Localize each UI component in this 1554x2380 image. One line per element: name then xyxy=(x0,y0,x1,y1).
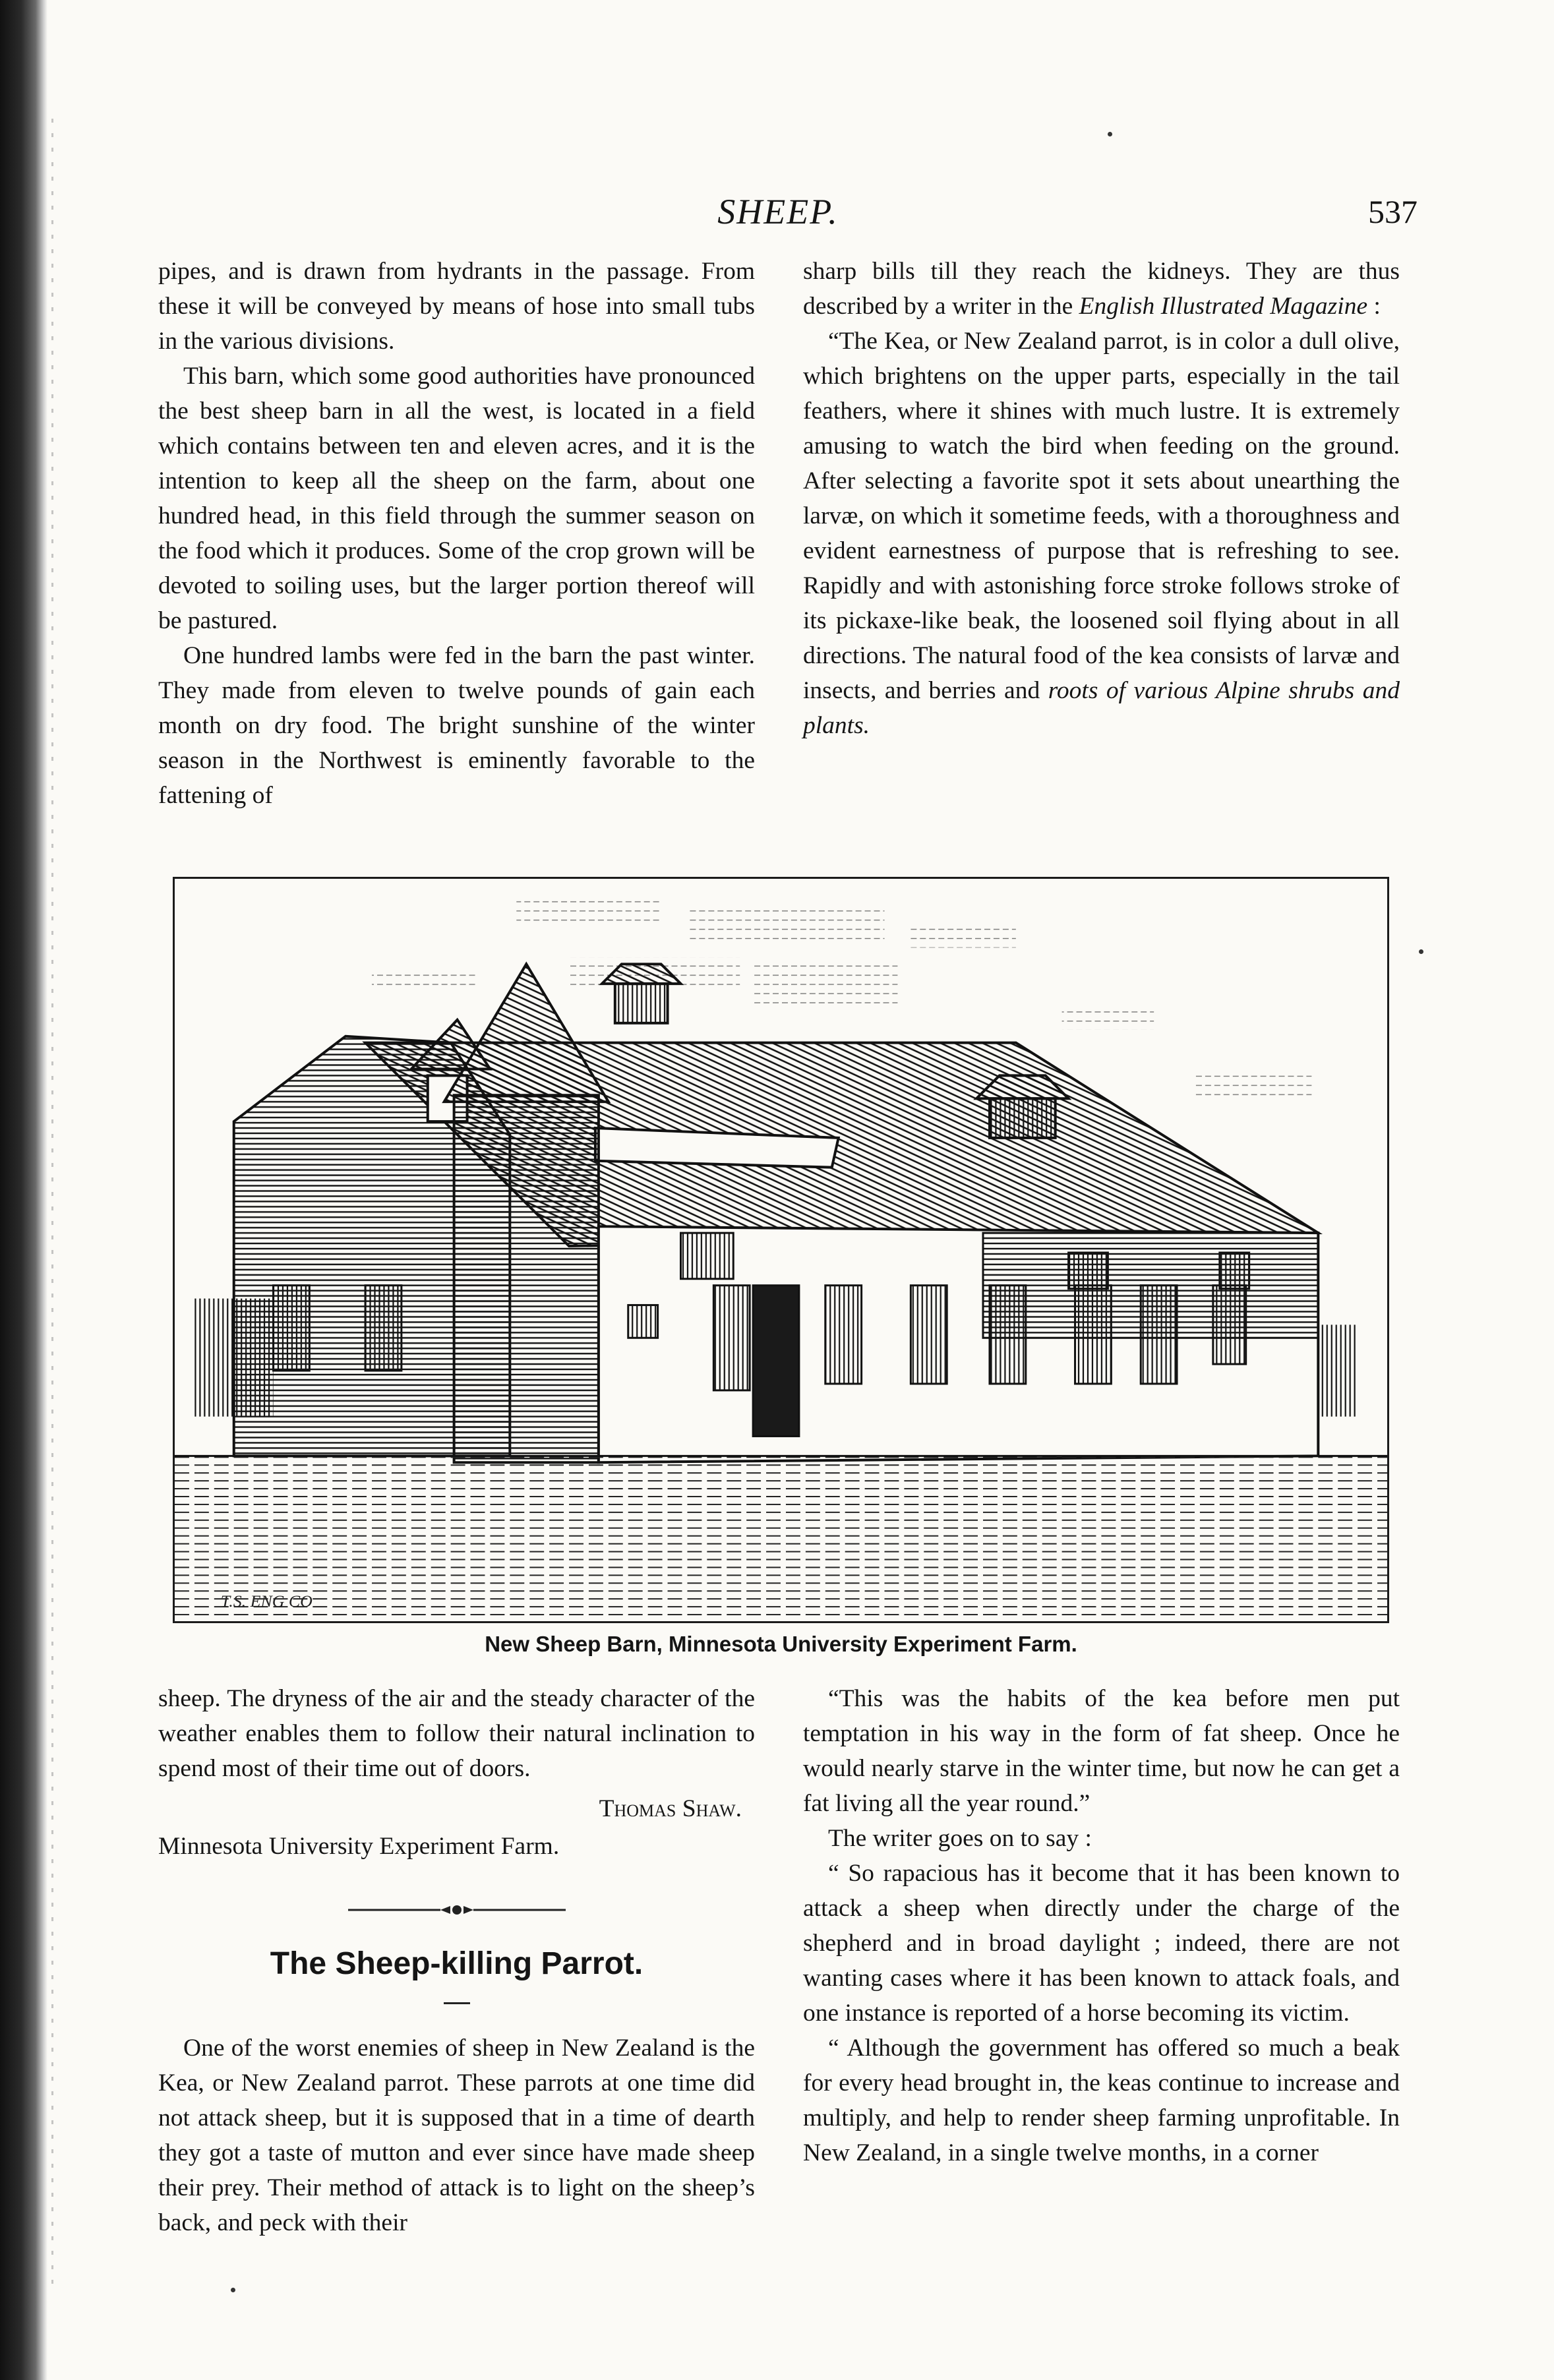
scan-speck xyxy=(1419,949,1423,954)
section-divider-ornament xyxy=(348,1903,566,1917)
paragraph-water-supply: pipes, and is drawn from hydrants in the passage. From these it will be conveyed by means of hose into small tubs in the various divisions. xyxy=(158,258,755,355)
right-column-bottom xyxy=(803,1681,1400,2170)
title-rule xyxy=(444,2002,470,2004)
scan-speck xyxy=(231,2288,235,2292)
barn-engraving xyxy=(175,879,1387,1621)
left-column-bottom xyxy=(158,1681,755,2240)
paragraph-government-bounty: “ Although the government has offered so much a beak for every head brought in, the keas continue to increase and multiply, and help to render sheep farming unprofitable. In New Zealand, in a single twelve months, in a corner xyxy=(803,2035,1400,2166)
right-column-top xyxy=(803,254,1400,743)
paragraph-kea-description xyxy=(803,324,1400,743)
paragraph-kea-intro: One of the worst enemies of sheep in New Zealand is the Kea, or New Zealand parrot. These parrots at one time did not attack sheep, but it is supposed that in a time of dearth they got a taste of mutton and ever since have made sheep their prey. Their method of attack is to light on the sheep’s back, and peck with their xyxy=(158,2035,755,2236)
section-title: The Sheep-killing Parrot. xyxy=(270,1946,643,1981)
round-silo xyxy=(454,1095,599,1462)
kea-description-italic: roots of various Alpine shrubs and plants. xyxy=(803,677,1400,739)
barn-illustration xyxy=(173,877,1389,1623)
paragraph-barn-location: This barn, which some good authorities have pronounced the best sheep barn in all the west, is located in a field which contains between ten and eleven acres, and it is the intention to keep all the sheep on the farm, about one hundred head, in this field through the summer season on the food which it produces. Some of the crop grown will be devoted to soiling uses, but the larger portion thereof will be pastured. xyxy=(158,363,755,634)
paragraph-dry-air: sheep. The dryness of the air and the steady character of the weather enables them to follow their natural inclination to spend most of their time out of doors. xyxy=(158,1685,755,1782)
kea-description-text: “The Kea, or New Zealand parrot, is in color a dull olive, which brightens on the upper parts, especially in the tail feathers, where it shines with much lustre. It is extremely amusing to watch the bird when feeding on the ground. After selecting a favorite spot it sets about unearthing the larvæ, on which it sometime feeds, with a thoroughness and evident earnestness of purpose that is refreshing to see. Rapidly and with astonishing force stroke follows stroke of its pickaxe-like beak, the loosened soil flying about in all directions. The natural food of the kea consists of larvæ and insects, and berries and xyxy=(803,328,1400,704)
barn-door xyxy=(753,1286,799,1437)
left-column-top xyxy=(158,254,755,813)
author-affiliation: Minnesota University Experiment Farm. xyxy=(158,1833,560,1860)
paragraph-lambs-fed: One hundred lambs were fed in the barn the past winter. They made from eleven to twelve pounds of gain each month on dry food. The bright sunshine of the winter season in the Northwest is eminently favorable to the fattening of xyxy=(158,642,755,809)
running-title: SHEEP. xyxy=(717,192,839,231)
paragraph-rapacious: “ So rapacious has it become that it has been known to attack a sheep when directly under the charge of the shepherd and in broad daylight ; indeed, there are not wanting cases where it has been known to attack foals, and one instance is reported of a horse becoming its victim. xyxy=(803,1860,1400,2027)
magazine-title: English Illustrated Magazine xyxy=(1079,293,1368,320)
scan-edge-artifact xyxy=(51,119,53,2294)
scan-speck xyxy=(1108,132,1112,136)
author-signature: Thomas Shaw. xyxy=(599,1795,742,1822)
paragraph-kea-habits: “This was the habits of the kea before men put temptation in his way in the form of fat sheep. Once he would nearly starve in the winter time, but now he can get a fat living all the year round.” xyxy=(803,1685,1400,1817)
figure-caption: New Sheep Barn, Minnesota University Experiment Farm. xyxy=(485,1632,1077,1656)
kea-attack-text: sharp bills till they reach the kidneys. They are thus described by a writer in the xyxy=(803,258,1400,320)
kea-attack-colon: : xyxy=(1367,293,1381,320)
ground-field xyxy=(175,1456,1387,1621)
paragraph-writer-goes-on: The writer goes on to say : xyxy=(828,1825,1092,1852)
paragraph-kea-attack xyxy=(803,254,1400,324)
page-number: 537 xyxy=(1368,193,1418,230)
engraver-mark: T.S. ENG CO xyxy=(220,1592,313,1611)
book-spine-edge xyxy=(0,0,47,2380)
